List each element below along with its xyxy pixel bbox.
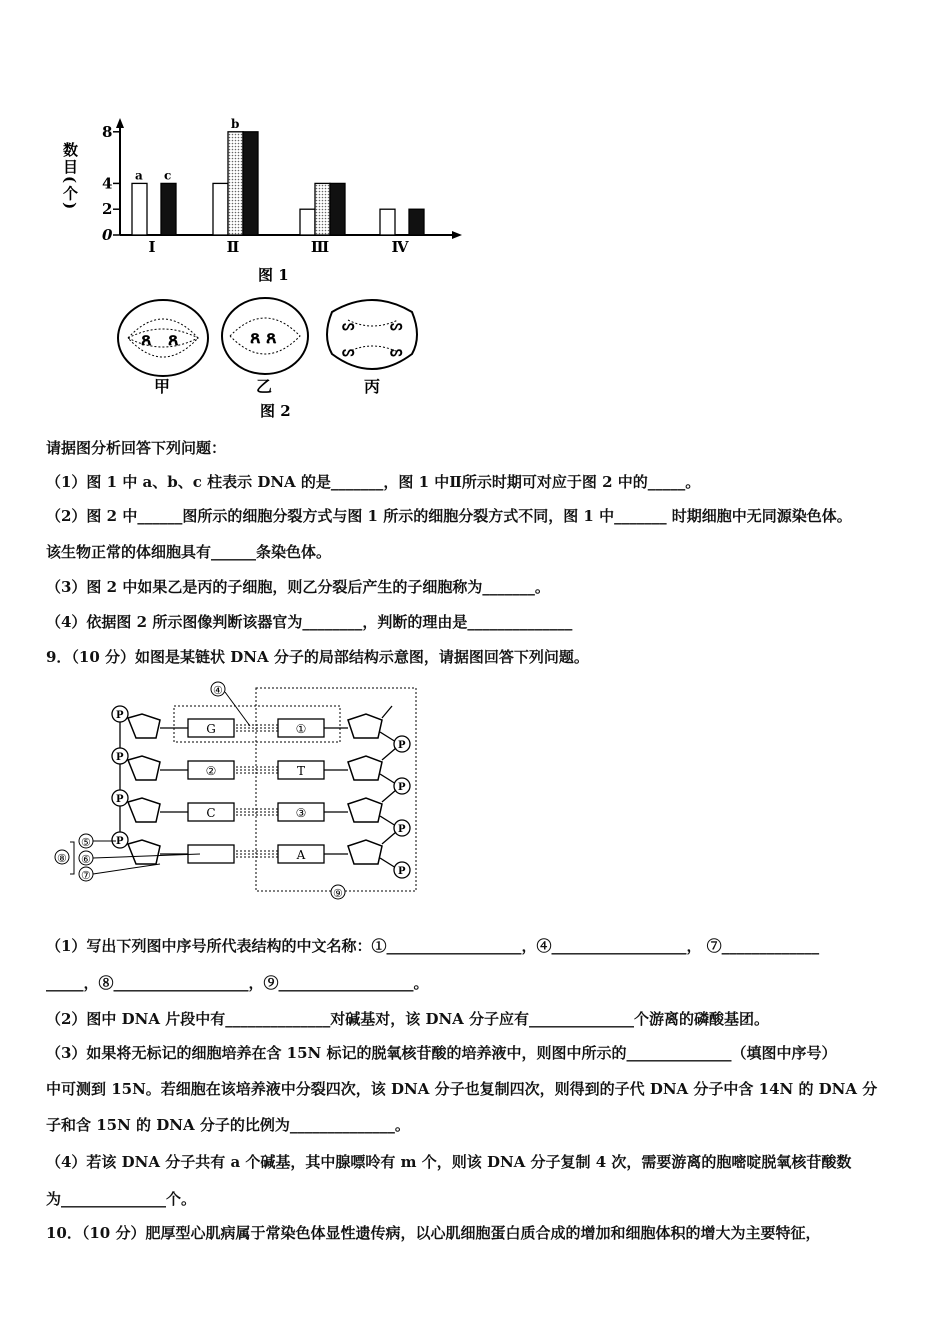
q9-part-2: （2）图中 DNA 片段中有______________对碱基对，该 DNA 分子应有______________个游离的磷酸基团。: [46, 1010, 770, 1028]
bar-a-3: [300, 209, 315, 235]
y-axis-arrow: [116, 118, 124, 128]
q9-part-1a: （1）写出下列图中序号所代表结构的中文名称：①__________________，④__________________， ⑦_____________: [46, 937, 820, 955]
figure-1-caption: 图 1: [258, 266, 289, 284]
phosphate-right-label: P: [398, 740, 406, 751]
svg-text:ᔕ: ᔕ: [342, 344, 355, 360]
svg-text:ጸ: ጸ: [141, 329, 152, 350]
phosphate-right-label: P: [398, 824, 406, 835]
bar-c-3: [330, 183, 345, 235]
phosphate-left-label: P: [116, 710, 124, 721]
svg-text:ጸ: ጸ: [266, 327, 277, 348]
y-tick-label: 0: [102, 226, 113, 244]
y-tick-label: 2: [102, 200, 113, 219]
q10-heading: 10．（10 分）肥厚型心肌病属于常染色体显性遗传病，以心肌细胞蛋白质合成的增加和细胞体积的增大为主要特征，: [46, 1224, 821, 1242]
bar-a-2: [213, 183, 228, 235]
figure-1-chart: [60, 112, 480, 292]
q9-part-1b: _____，⑧__________________，⑨__________________。: [46, 974, 429, 992]
bar-c-4: [409, 209, 424, 235]
phosphate-left-label: P: [116, 752, 124, 763]
base-left-label: G: [206, 722, 216, 736]
bar-b-3: [315, 183, 330, 235]
base-left-label: ②: [205, 764, 217, 778]
y-tick-label: 8: [102, 122, 113, 141]
x-axis-arrow: [452, 231, 462, 239]
x-tick-label: Ⅳ: [391, 238, 409, 256]
svg-text:ጸ: ጸ: [250, 327, 261, 348]
svg-text:ᔕ: ᔕ: [390, 344, 403, 360]
base-right-label: ①: [295, 722, 307, 736]
sugar-left: [128, 798, 160, 822]
bar-letter-c: c: [164, 168, 172, 183]
bar-a-1: [132, 183, 147, 235]
marker-8: ⑧: [57, 852, 67, 865]
sugar-right: [348, 714, 382, 738]
q9-part-3c: 子和含 15N 的 DNA 分子的比例为______________。: [46, 1116, 410, 1134]
x-tick-label: Ⅲ: [310, 238, 330, 256]
phosphate-right-label: P: [398, 782, 406, 793]
q8-part-2a: （2）图 2 中______图所示的细胞分裂方式与图 1 所示的细胞分裂方式不同，图 1 中_______ 时期细胞中无同源染色体。: [46, 507, 852, 525]
bar-letter-a: a: [135, 168, 143, 183]
q9-heading: 9．（10 分）如图是某链状 DNA 分子的局部结构示意图，请据图回答下列问题。: [46, 648, 589, 666]
y-tick-label: 4: [102, 174, 113, 193]
svg-text:ᔕ: ᔕ: [390, 318, 403, 334]
bar-b-2: [228, 132, 243, 235]
q9-part-4b: 为______________个。: [46, 1190, 197, 1208]
phosphate-left-label: P: [116, 794, 124, 805]
cell-bing: [327, 300, 417, 369]
bar-c-2: [243, 132, 258, 235]
y-axis-label: 数目(个): [61, 142, 79, 212]
cell-label-yi: 乙: [256, 377, 273, 396]
sugar-right: [348, 798, 382, 822]
sugar-left: [128, 756, 160, 780]
q8-intro: 请据图分析回答下列问题：: [46, 439, 227, 457]
marker-7: ⑦: [81, 869, 91, 882]
figure-2-cells: [110, 292, 430, 424]
q9-part-3b: 中可测到 15N。若细胞在该培养液中分裂四次，该 DNA 分子也复制四次，则得到的子代 DNA 分子中含 14N 的 DNA 分: [46, 1080, 878, 1098]
bar-a-4: [380, 209, 395, 235]
dna-structure-diagram: [50, 678, 430, 906]
x-tick-label: Ⅱ: [226, 238, 240, 256]
q9-part-3a: （3）如果将无标记的细胞培养在含 15N 标记的脱氧核苷酸的培养液中，则图中所示的______________（填图中序号）: [46, 1044, 837, 1062]
cell-yi: [222, 298, 308, 374]
phosphate-right-label: P: [398, 866, 406, 877]
q8-part-3: （3）图 2 中如果乙是丙的子细胞，则乙分裂后产生的子细胞称为_______。: [46, 578, 550, 596]
q8-part-4: （4）依据图 2 所示图像判断该器官为________，判断的理由是______________: [46, 613, 573, 631]
q9-part-4a: （4）若该 DNA 分子共有 a 个碱基，其中腺嘌呤有 m 个，则该 DNA 分子复制 4 次，需要游离的胞嘧啶脱氧核苷酸数: [46, 1153, 852, 1171]
figure-2-caption: 图 2: [260, 402, 291, 420]
q8-part-2b: 该生物正常的体细胞具有______条染色体。: [46, 543, 332, 561]
base-right-label: T: [296, 764, 306, 778]
cell-label-jia: 甲: [154, 377, 171, 396]
base-right-label: ③: [295, 806, 307, 820]
sugar-left: [128, 840, 160, 864]
sugar-right: [348, 756, 382, 780]
cell-label-bing: 丙: [364, 377, 381, 396]
base-left-label: C: [206, 806, 216, 820]
cell-jia: [118, 300, 208, 376]
sugar-right: [348, 840, 382, 864]
sugar-left: [128, 714, 160, 738]
q8-part-1: （1）图 1 中 a、b、c 柱表示 DNA 的是_______，图 1 中Ⅱ所示时期可对应于图 2 中的_____。: [46, 473, 701, 491]
marker-9: ⑨: [333, 887, 343, 900]
marker-6: ⑥: [81, 853, 91, 866]
marker-4: ④: [213, 684, 223, 697]
bar-letter-b: b: [231, 116, 240, 131]
base-right-label: A: [296, 848, 306, 862]
marker-5: ⑤: [81, 836, 91, 849]
svg-text:ᔕ: ᔕ: [342, 318, 355, 334]
svg-text:ጸ: ጸ: [168, 329, 179, 350]
x-tick-label: I: [148, 238, 156, 256]
bar-c-1: [161, 183, 176, 235]
phosphate-left-label: P: [116, 836, 124, 847]
